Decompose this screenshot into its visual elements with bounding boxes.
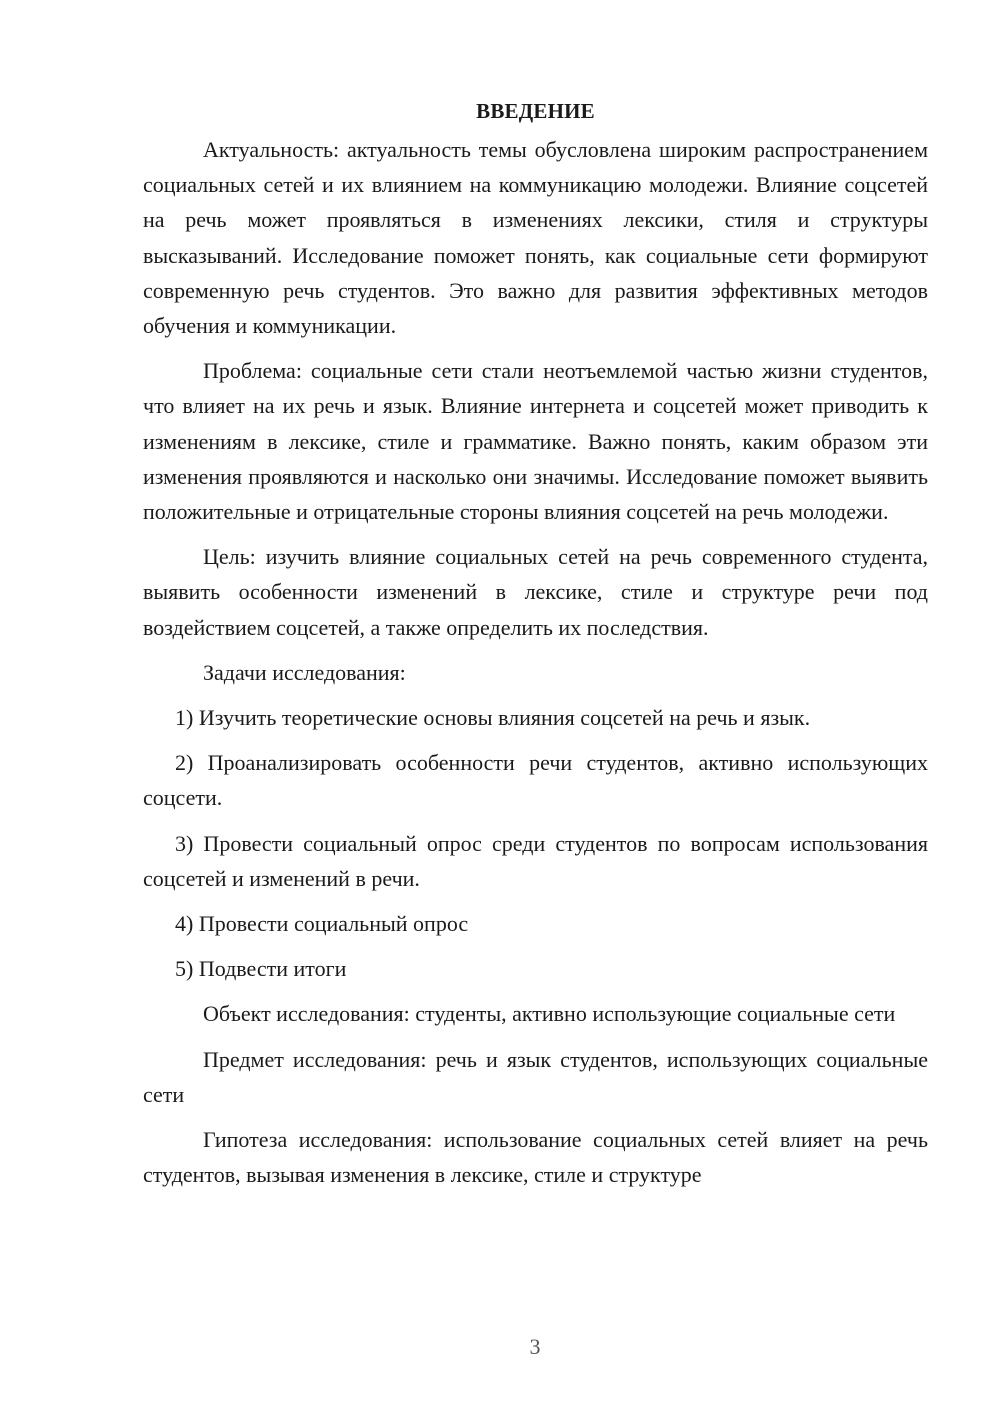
hypothesis-paragraph: Гипотеза исследования: использование социальных сетей влияет на речь студентов, вызывая изменения в лексике, стиле и структуре: [143, 1127, 928, 1188]
task-item-3: 3) Провести социальный опрос среди студентов по вопросам использования соцсетей и изменений в речи.: [143, 830, 928, 891]
task-item-1: 1) Изучить теоретические основы влияния соцсетей на речь и язык.: [175, 705, 811, 731]
section-heading: ВВЕДЕНИЕ: [476, 99, 595, 123]
goal-paragraph: Цель: изучить влияние социальных сетей на речь современного студента, выявить особенности изменений в лексике, стиле и структуре речи под воздействием соцсетей, а также определить их последствия.: [143, 544, 928, 640]
task-item-4: 4) Провести социальный опрос: [175, 911, 469, 937]
problem-paragraph: Проблема: социальные сети стали неотъемлемой частью жизни студентов, что влияет на их речь и язык. Влияние интернета и соцсетей может приводить к изменениям в лексике, стиле и грамматике. Важно понять, каким образом эти изменения проявляются и насколько они значимы. Исследование поможет выявить положительные и отрицательные стороны влияния соцсетей на речь молодежи.: [143, 358, 928, 525]
page-number: 3: [529, 1334, 541, 1359]
page-content: [143, 94, 928, 1202]
relevance-paragraph: Актуальность: актуальность темы обусловлена широким распространением социальных сетей и их влиянием на коммуникацию молодежи. Влияние соцсетей на речь может проявляться в изменениях лексики, стиля и структуры высказываний. Исследование поможет понять, как социальные сети формируют современную речь студентов. Это важно для развития эффективных методов обучения и коммуникации.: [143, 137, 928, 339]
subject-paragraph: Предмет исследования: речь и язык студентов, использующих социальные сети: [143, 1046, 928, 1107]
task-item-2: 2) Проанализировать особенности речи студентов, активно использующих соцсети.: [143, 750, 928, 811]
object-paragraph: Объект исследования: студенты, активно использующие социальные сети: [203, 1001, 896, 1027]
task-item-5: 5) Подвести итоги: [175, 956, 347, 982]
tasks-title: Задачи исследования:: [203, 659, 406, 685]
